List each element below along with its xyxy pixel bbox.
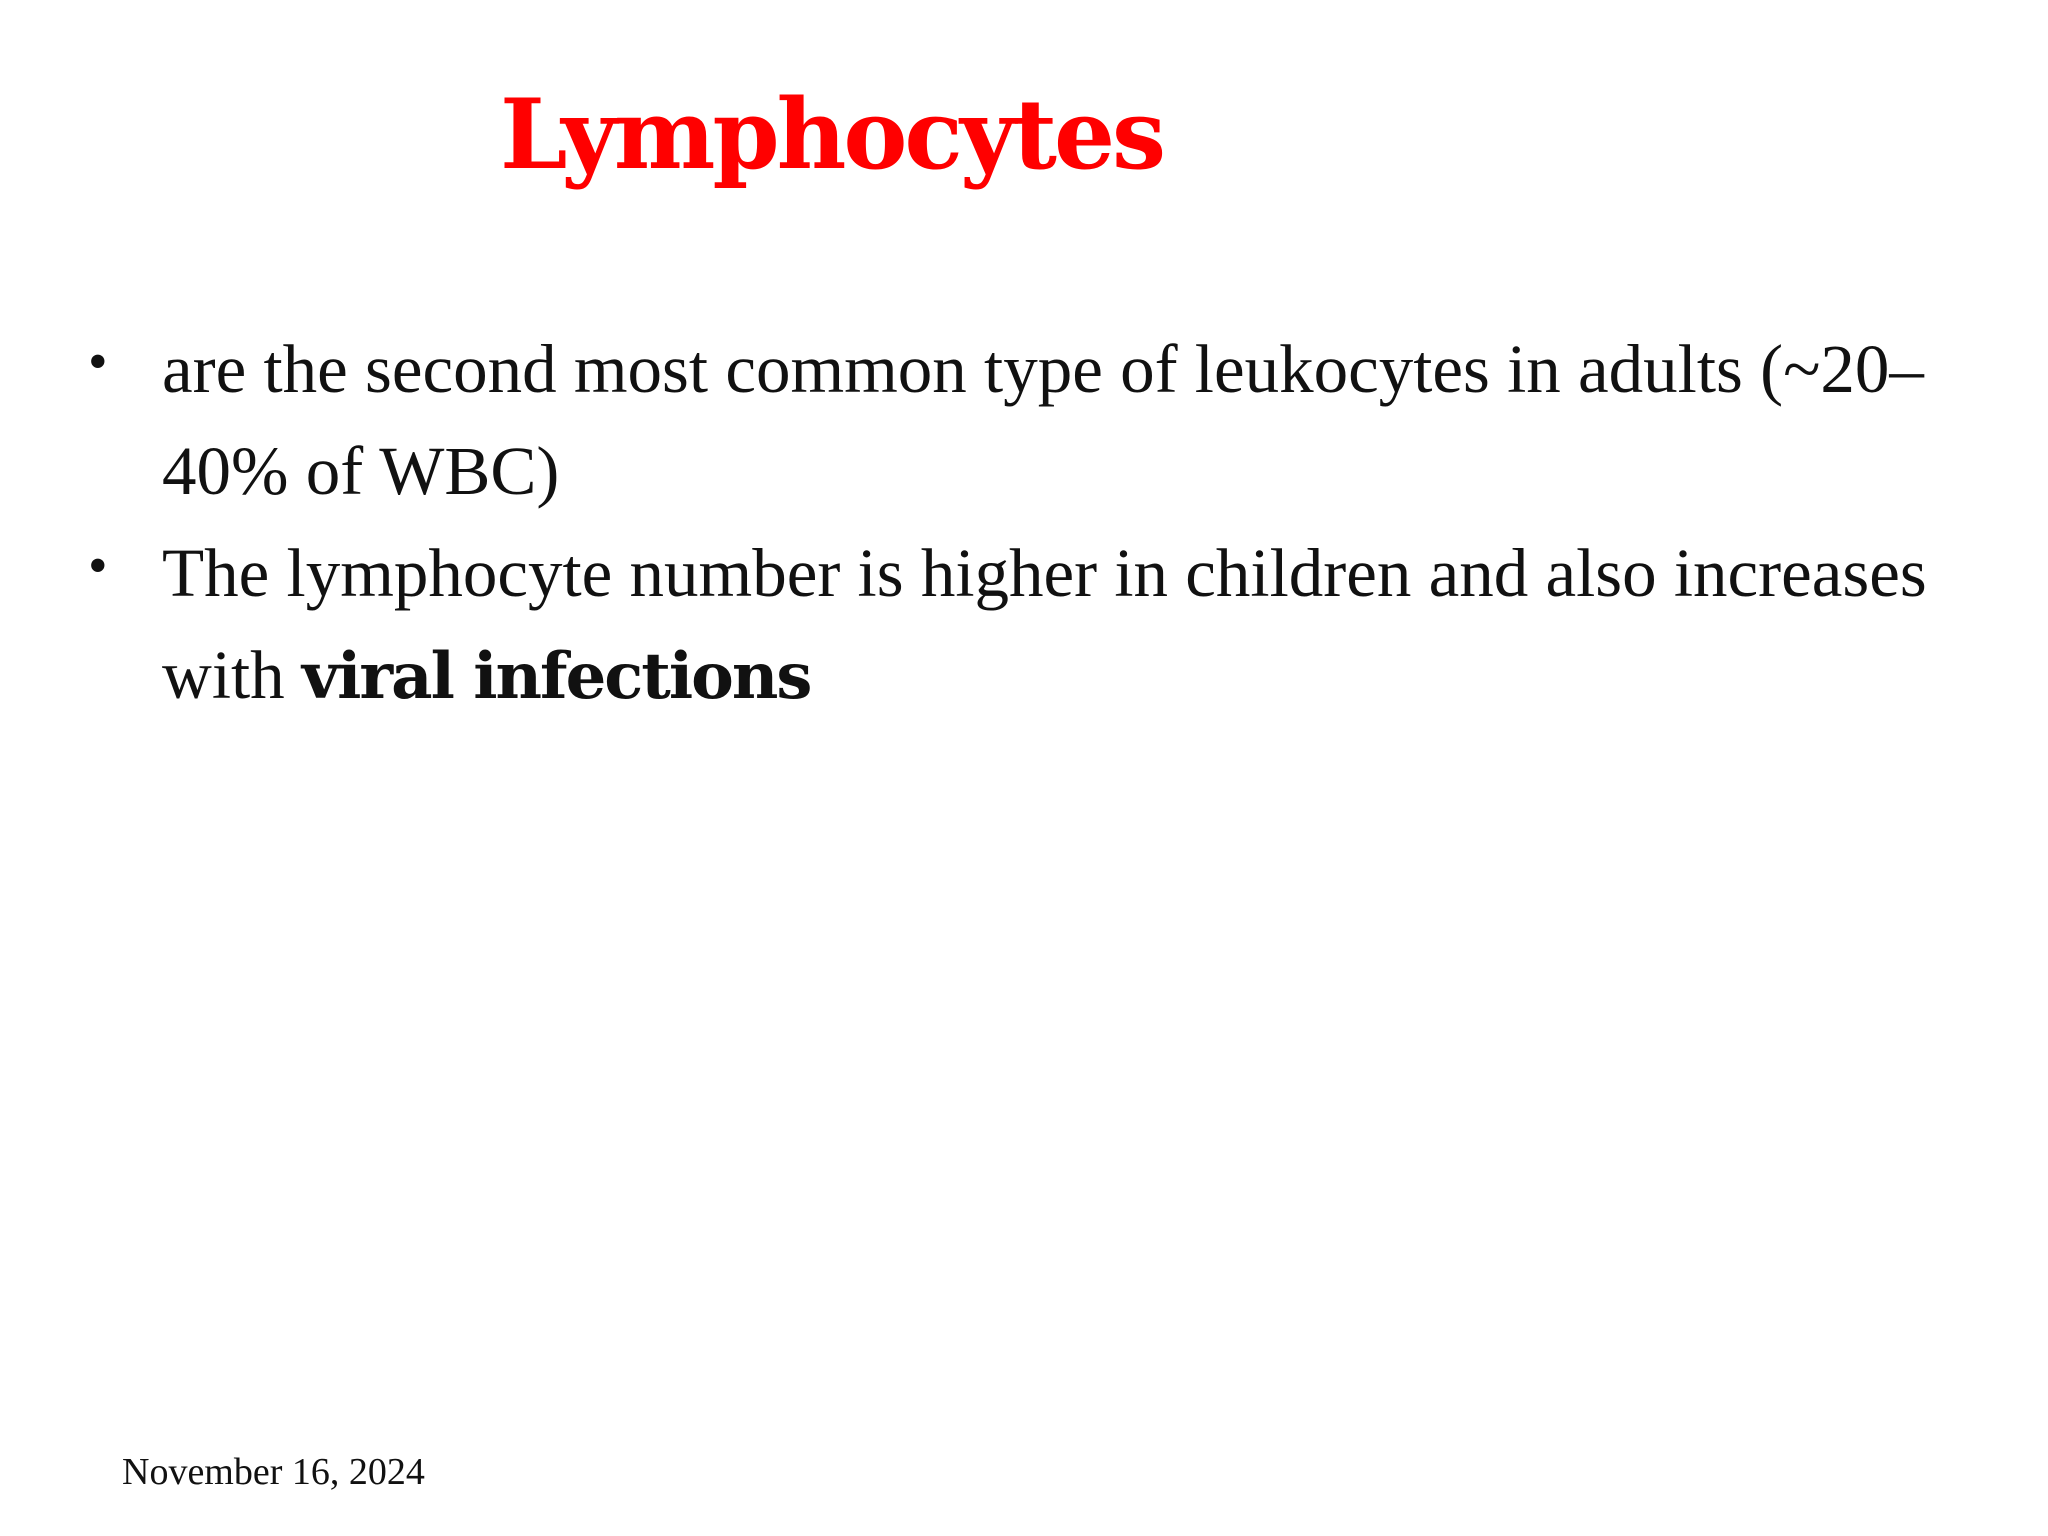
slide-title: Lymphocytes [500,78,1164,191]
bullet-list [80,318,2020,728]
bullet-text-2-emphasis: viral infections [301,639,811,714]
bullet-item-1 [80,318,2020,522]
bullet-item-2 [80,522,2020,728]
bullet-icon: • [88,331,108,393]
bullet-text-1: are the second most common type of leukocytes in adults (~20–40% of WBC) [162,331,1924,509]
bullet-icon: • [88,535,108,597]
footer-date: November 16, 2024 [122,1451,425,1493]
bullet-text-2-plain: The lymphocyte number is higher in children and also increases with [162,535,1927,713]
bullet-text-2 [162,522,2020,728]
